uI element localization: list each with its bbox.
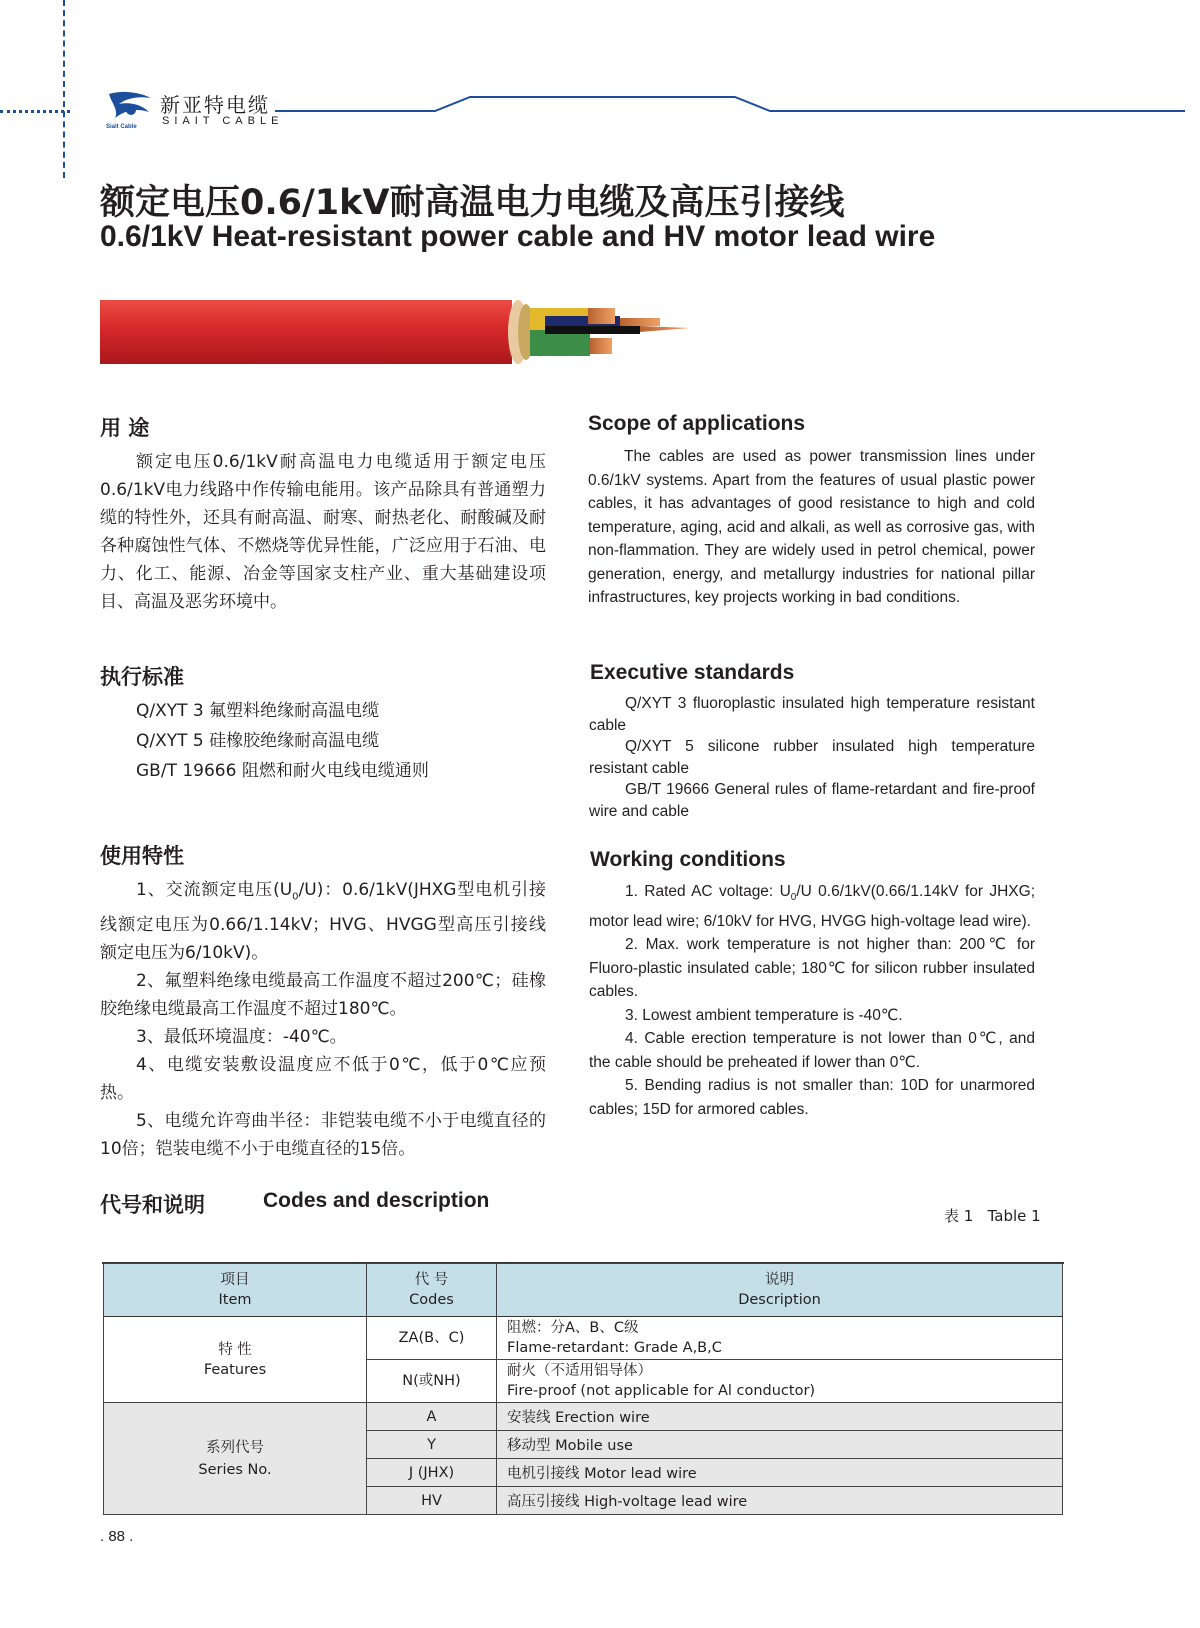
standard-item: Q/XYT 5 silicone rubber insulated high temperature resistant cable (589, 738, 1035, 777)
table-row (104, 1317, 1063, 1360)
table-row (104, 1403, 1063, 1431)
working-item-en: 1. Rated AC voltage: $U_0/U$ 0.6/1kV(0.66/1.14kV for JHXG; motor lead wire; 6/10kV for HVG, HVGG high-voltage lead wire). (589, 883, 1036, 930)
code-cell: HV (367, 1487, 497, 1515)
description-cell: 阻燃：分A、B、C级 Flame-retardant: Grade A,B,C (497, 1317, 1063, 1360)
standard-item: Q/XYT 5 硅橡胶绝缘耐高温电缆 (136, 731, 380, 751)
decor-vertical-dashed-line (63, 0, 65, 178)
standard-item: Q/XYT 3 氟塑料绝缘耐高温电缆 (136, 701, 380, 721)
working-item-cn: 3、最低环境温度：-40℃。 (136, 1027, 347, 1048)
standards-list-en (589, 693, 1035, 822)
col-header-description: 说明 Description (497, 1264, 1063, 1317)
working-item-cn: 5、电缆允许弯曲半径：非铠装电缆不小于电缆直径的10倍；铠装电缆不小于电缆直径的15倍。 (100, 1111, 546, 1160)
working-item-en: 3. Lowest ambient temperature is -40℃. (625, 1006, 903, 1024)
brand-name-en: SIAIT CABLE (162, 115, 284, 127)
features-label: 特 性 Features (104, 1317, 367, 1403)
standard-item: GB/T 19666 阻燃和耐火电线电缆通则 (136, 761, 429, 781)
series-label: 系列代号 Series No. (104, 1403, 367, 1515)
scope-body-en: The cables are used as power transmission lines under 0.6/1kV systems. Apart from the features of usual plastic power cables, it has advantages of good resistance to high and cold temperature, aging, acid and alkali, as well as corrosive gas, with non-flammation. They are widely used in petrol chemical, power generation, energy, and metallurgy industries for national pillar infrastructures, key projects working in bad conditions. (588, 448, 1035, 606)
col-header-codes: 代 号 Codes (367, 1264, 497, 1317)
code-cell: N(或NH) (367, 1360, 497, 1403)
page-number: . 88 . (100, 1528, 134, 1545)
working-list-cn (100, 876, 546, 1163)
description-cell: 电机引接线 Motor lead wire (497, 1459, 1063, 1487)
usage-body-cn: 额定电压0.6/1kV耐高温电力电缆适用于额定电压0.6/1kV电力线路中作传输电能用。该产品除具有普通塑力缆的特性外，还具有耐高温、耐寒、耐热老化、耐酸碱及耐各种腐蚀性气体、不燃烧等优异性能，广泛应用于石油、电力、化工、能源、冶金等国家支柱产业、重大基础建设项目、高温及恶劣环境中。 (100, 452, 546, 612)
standard-item: Q/XYT 3 fluoroplastic insulated high temperature resistant cable (589, 695, 1035, 734)
table-header-row (104, 1264, 1063, 1317)
brand-name-cn: 新亚特电缆 (160, 93, 270, 117)
description-cell: 移动型 Mobile use (497, 1431, 1063, 1459)
page-title-en: 0.6/1kV Heat-resistant power cable and HV motor lead wire (100, 220, 936, 253)
logo-caption: Siait Cable (106, 124, 137, 130)
table-label: 表 1 Table 1 (944, 1207, 1041, 1225)
description-cell: 安装线 Erection wire (497, 1403, 1063, 1431)
working-item-en: 2. Max. work temperature is not higher than: 200℃ for Fluoro-plastic insulated cable; 180℃ for silicon rubber insulated cables. (589, 936, 1035, 1001)
usage-heading-cn: 用 途 (100, 416, 150, 440)
codes-heading-en: Codes and description (263, 1189, 490, 1212)
standards-heading-cn: 执行标准 (100, 665, 184, 689)
description-cell: 高压引接线 High-voltage lead wire (497, 1487, 1063, 1515)
standard-item: GB/T 19666 General rules of flame-retardant and fire-proof wire and cable (589, 781, 1035, 820)
siait-logo-icon (105, 88, 157, 126)
standards-heading-en: Executive standards (590, 661, 795, 684)
working-item-en: 4. Cable erection temperature is not lower than 0℃, and the cable should be preheated if lower than 0℃. (589, 1030, 1035, 1071)
code-cell: ZA(B、C) (367, 1317, 497, 1360)
cable-image (100, 296, 700, 368)
description-cell: 耐火（不适用铝导体） Fire-proof (not applicable for Al conductor) (497, 1360, 1063, 1403)
working-list-en (589, 880, 1035, 1121)
col-header-item: 项目 Item (104, 1264, 367, 1317)
working-item-cn: 2、氟塑料绝缘电缆最高工作温度不超过200℃；硅橡胶绝缘电缆最高工作温度不超过180℃。 (100, 971, 546, 1020)
standards-list-cn (136, 696, 556, 786)
code-cell: J (JHX) (367, 1459, 497, 1487)
decor-dotted-line (0, 110, 70, 113)
working-item-cn: 1、交流额定电压$(U_0/U)$：0.6/1kV(JHXG型电机引接线额定电压为0.66/1.14kV；HVG、HVGG型高压引接线额定电压为6/10kV)。 (100, 880, 546, 964)
working-heading-en: Working conditions (590, 848, 786, 871)
codes-table (103, 1263, 1063, 1515)
working-heading-cn: 使用特性 (100, 844, 184, 868)
code-cell: A (367, 1403, 497, 1431)
working-item-en: 5. Bending radius is not smaller than: 10D for unarmored cables; 15D for armored cables. (589, 1077, 1035, 1118)
scope-heading-en: Scope of applications (588, 412, 806, 435)
header-rule (275, 90, 1185, 120)
working-item-cn: 4、电缆安装敷设温度应不低于0℃，低于0℃应预热。 (100, 1055, 546, 1104)
codes-heading-cn: 代号和说明 (100, 1193, 205, 1217)
page-title-cn: 额定电压0.6/1kV耐高温电力电缆及高压引接线 (100, 183, 845, 223)
code-cell: Y (367, 1431, 497, 1459)
